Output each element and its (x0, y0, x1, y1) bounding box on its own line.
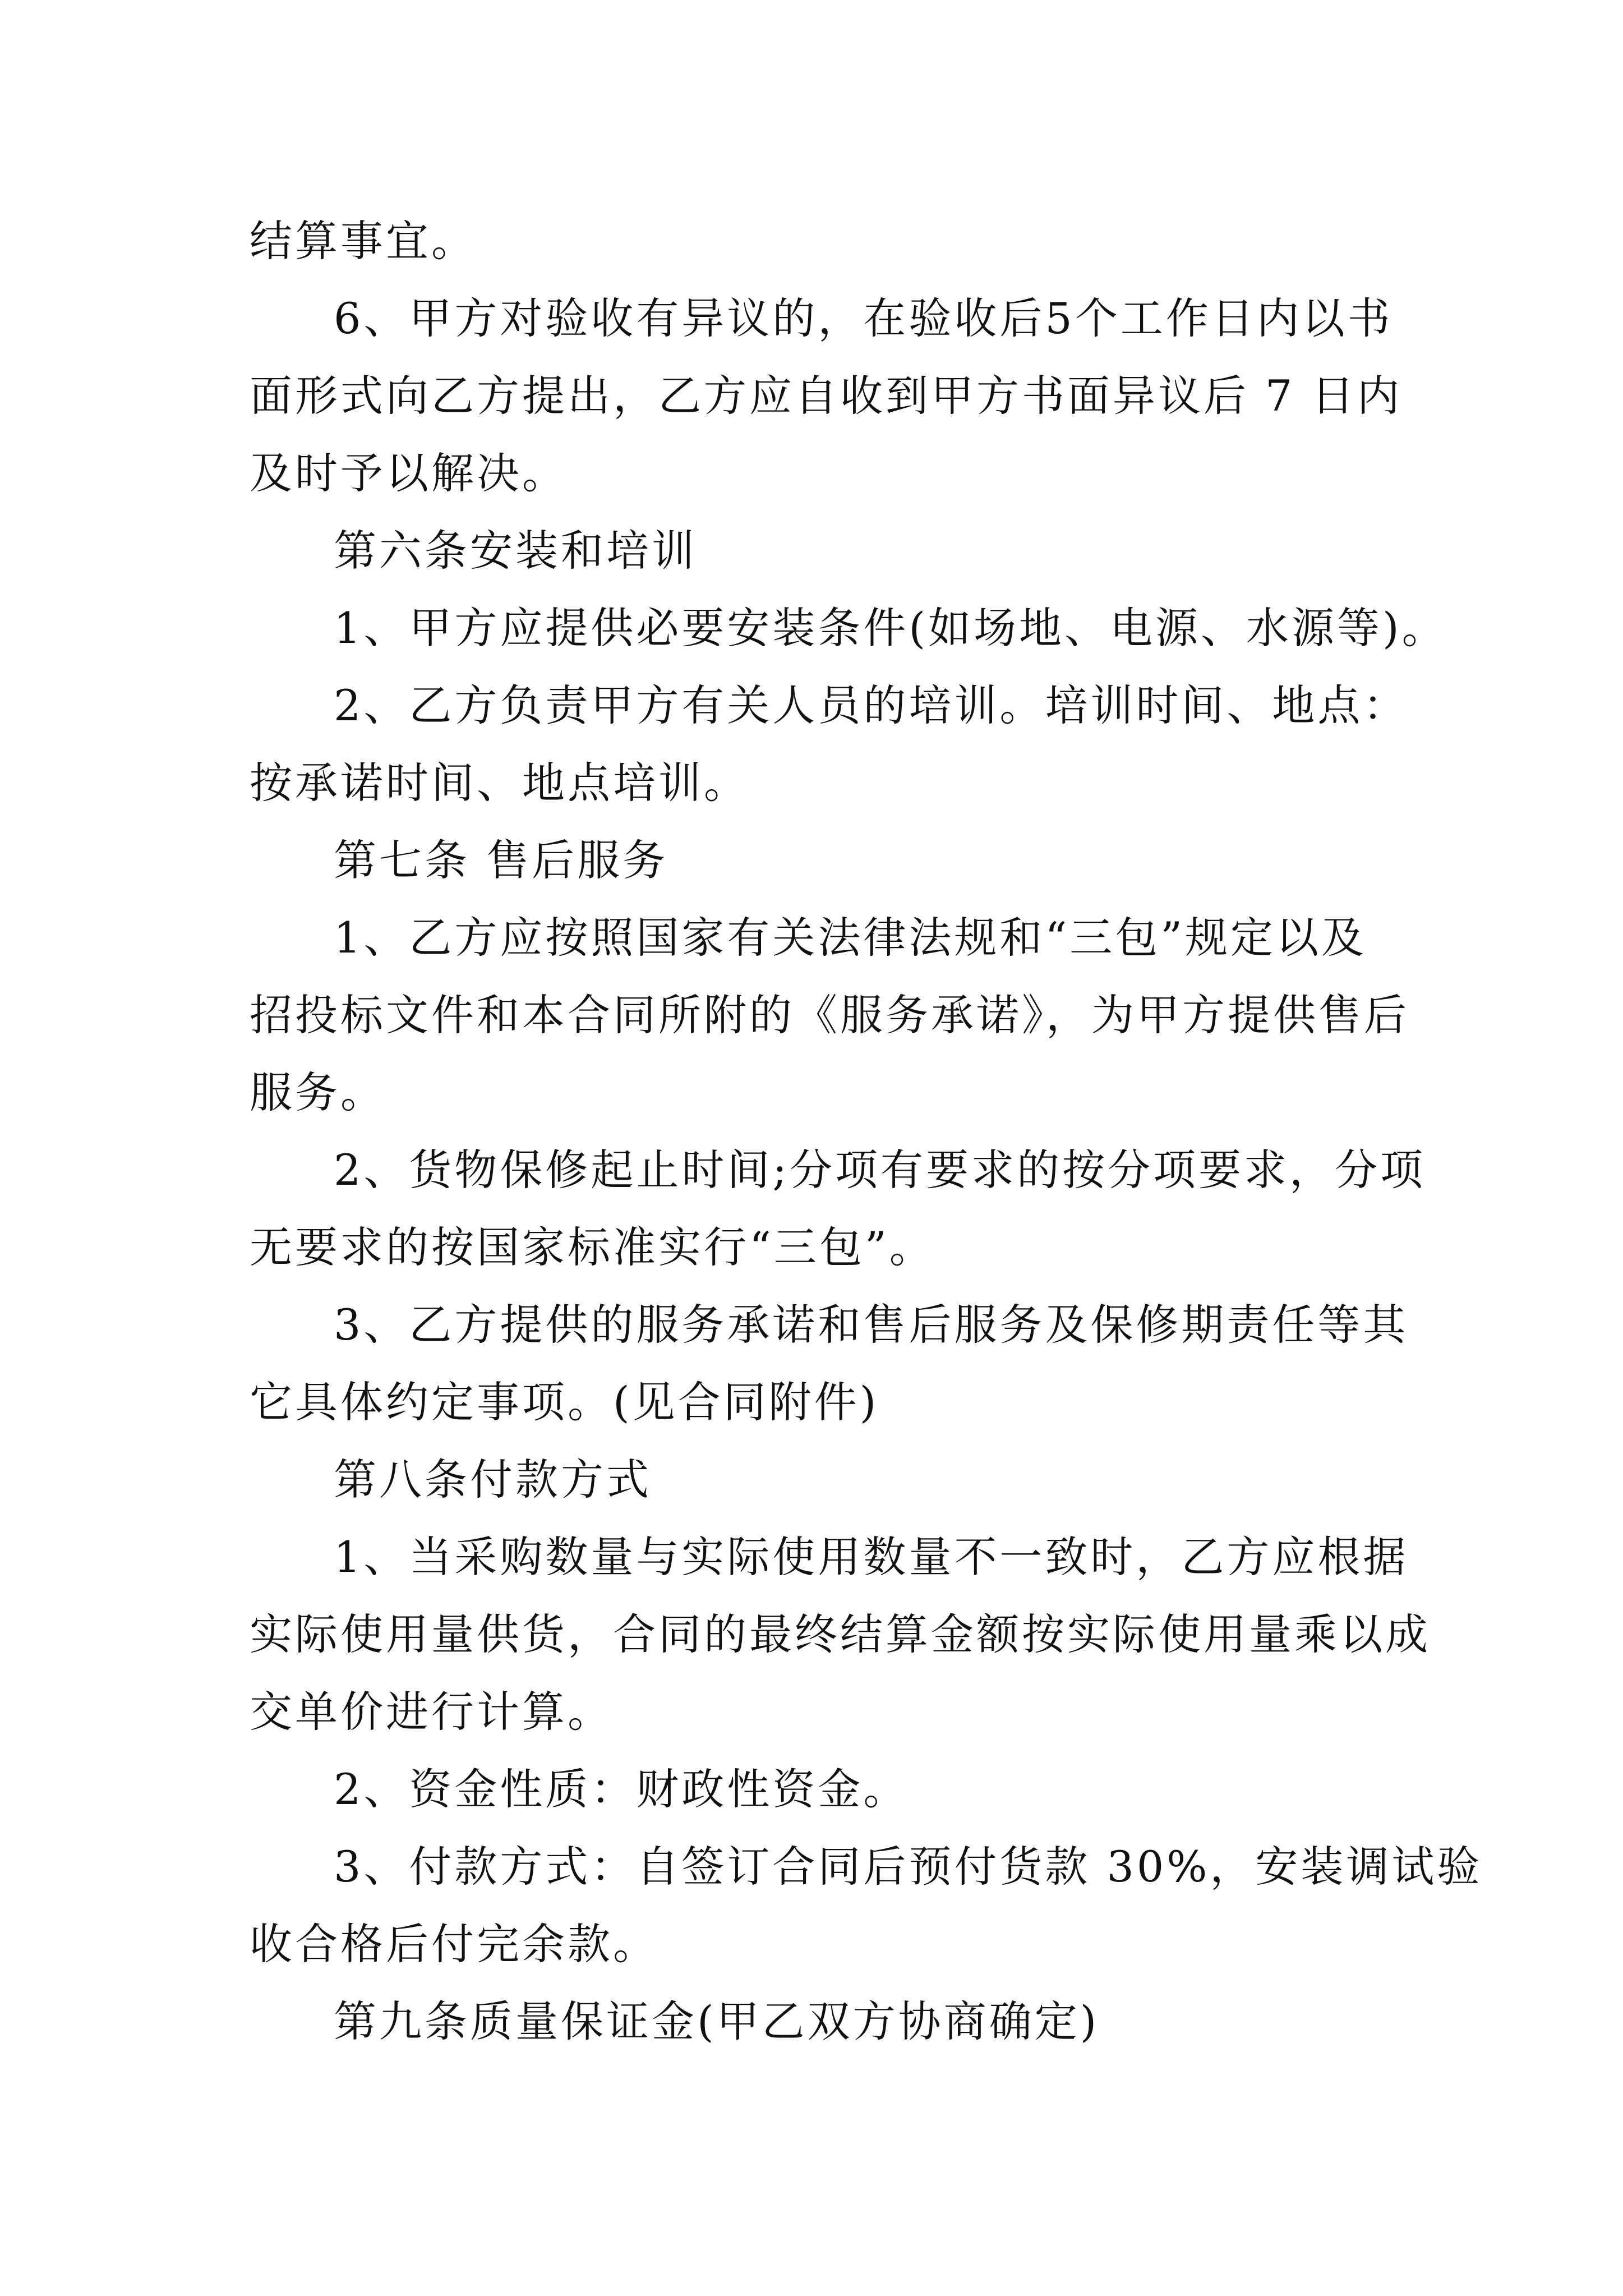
text-line: 招投标文件和本合同所附的《服务承诺》，为甲方提供售后 (250, 990, 1409, 1040)
text-line: 服务。 (250, 1068, 386, 1117)
text-line: 结算事宜。 (250, 216, 477, 266)
text-line: 面形式向乙方提出，乙方应自收到甲方书面异议后 7 日内 (250, 371, 1403, 421)
text-line: 它具体约定事项。(见合同附件) (250, 1377, 879, 1427)
text-line: 1、甲方应提供必要安装条件(如场地、电源、水源等)。 (334, 603, 1447, 653)
text-line: 3、乙方提供的服务承诺和售后服务及保修期责任等其 (334, 1300, 1409, 1350)
text-line: 及时予以解决。 (250, 448, 568, 498)
text-line: 1、当采购数量与实际使用数量不一致时，乙方应根据 (334, 1532, 1409, 1582)
text-line: 2、货物保修起止时间;分项有要求的按分项要求，分项 (334, 1145, 1426, 1195)
section-heading: 第九条质量保证金(甲乙双方协商确定) (334, 1996, 1100, 2046)
text-line: 1、乙方应按照国家有关法律法规和“三包”规定以及 (334, 913, 1367, 963)
text-line: 按承诺时间、地点培训。 (250, 758, 749, 808)
section-heading: 第七条 售后服务 (334, 835, 668, 885)
section-heading: 第八条付款方式 (334, 1455, 652, 1504)
text-line: 收合格后付完余款。 (250, 1919, 658, 1969)
text-line: 交单价进行计算。 (250, 1687, 613, 1737)
text-line: 实际使用量供货，合同的最终结算金额按实际使用量乘以成 (250, 1609, 1431, 1659)
text-line: 3、付款方式：自签订合同后预付货款 30%，安装调试验 (334, 1842, 1483, 1892)
text-line: 2、乙方负责甲方有关人员的培训。培训时间、地点： (334, 680, 1409, 730)
text-line: 2、资金性质：财政性资金。 (334, 1764, 909, 1814)
text-line: 无要求的按国家标准实行“三包”。 (250, 1222, 935, 1272)
text-line: 6、甲方对验收有异议的，在验收后5个工作日内以书 (334, 293, 1393, 343)
section-heading: 第六条安装和培训 (334, 526, 697, 576)
